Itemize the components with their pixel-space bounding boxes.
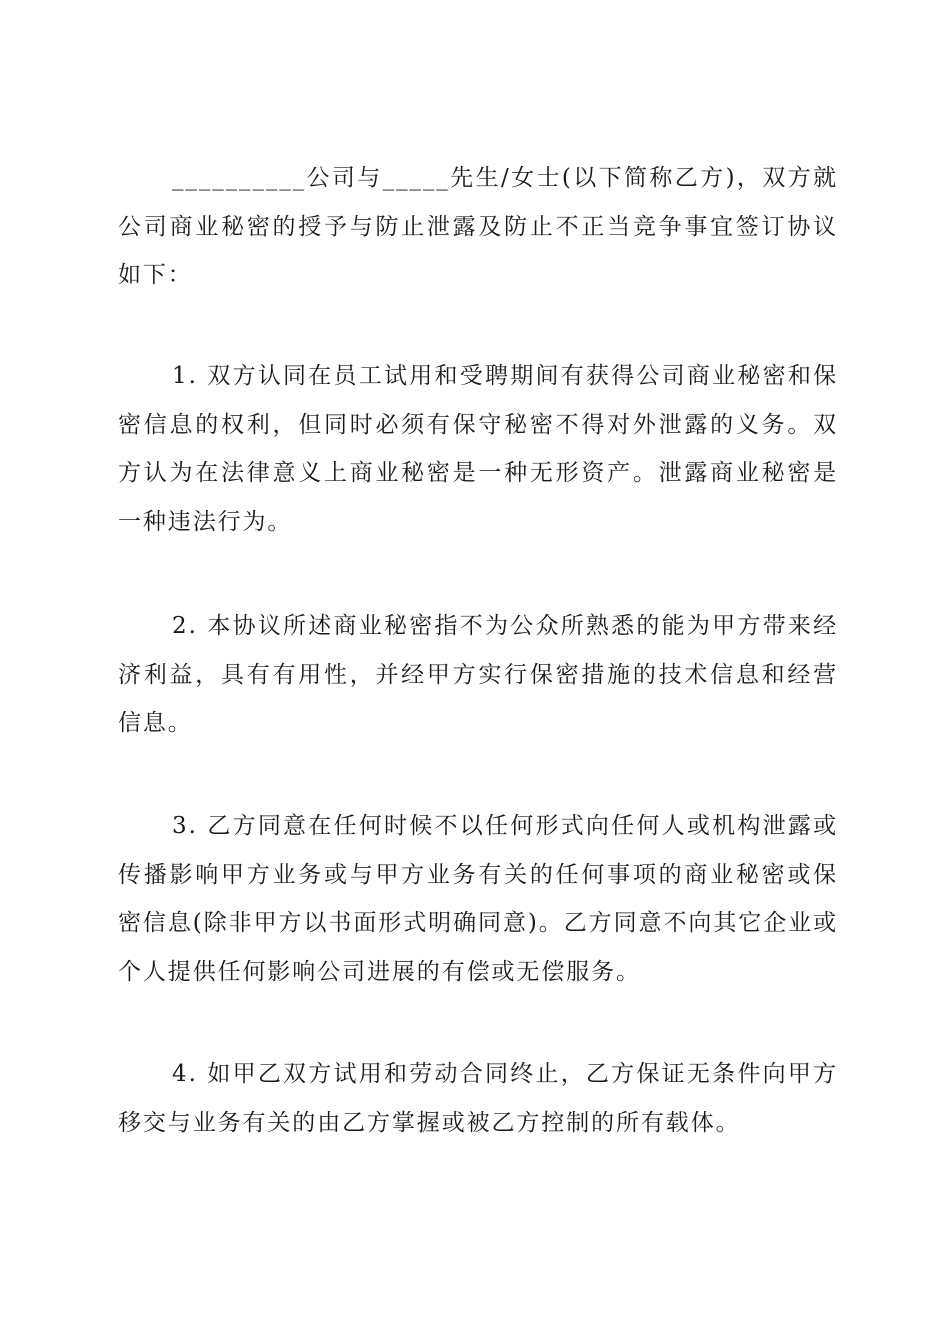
clause-4-paragraph: 4. 如甲乙双方试用和劳动合同终止，乙方保证无条件向甲方移交与业务有关的由乙方掌握或被乙方控制的所有载体。 [118,1061,838,1136]
clause-2-paragraph: 2. 本协议所述商业秘密指不为公众所熟悉的能为甲方带来经济利益，具有有用性，并经甲方实行保密措施的技术信息和经营信息。 [118,613,838,736]
clause-3-paragraph: 3. 乙方同意在任何时候不以任何形式向任何人或机构泄露或传播影响甲方业务或与甲方业务有关的任何事项的商业秘密或保密信息(除非甲方以书面形式明确同意)。乙方同意不向其它企业或个人提供任何影响公司进展的有偿或无偿服务。 [118,813,838,985]
intro-paragraph: __________公司与_____先生/女士(以下简称乙方)，双方就公司商业秘密的授予与防止泄露及防止不正当竞争事宜签订协议如下： [118,165,838,288]
clause-1-paragraph: 1. 双方认同在员工试用和受聘期间有获得公司商业秘密和保密信息的权利，但同时必须有保守秘密不得对外泄露的义务。双方认为在法律意义上商业秘密是一种无形资产。泄露商业秘密是一种违法行为。 [118,363,838,535]
